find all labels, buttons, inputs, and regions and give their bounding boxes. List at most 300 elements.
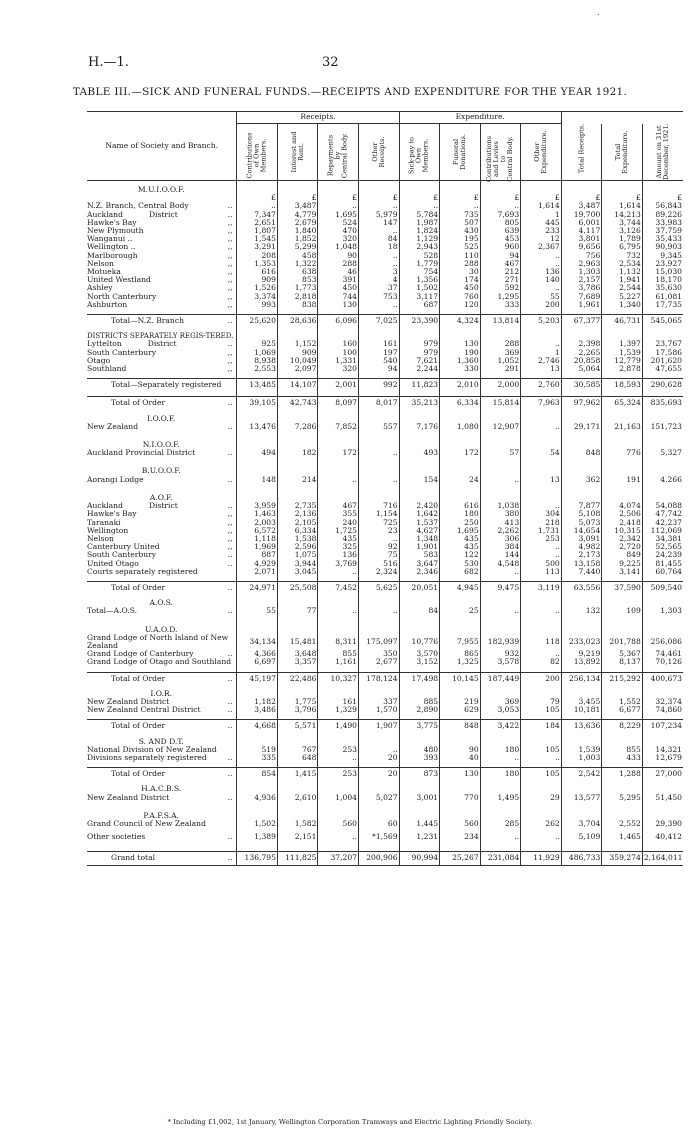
row-name: Taranaki (87, 518, 121, 527)
leader-dots: .. (227, 721, 233, 731)
cell-value: 92 (359, 543, 400, 551)
cell-value: 2,324 (359, 568, 400, 576)
table-row (87, 340, 683, 348)
cell-value: 5,073 (561, 519, 602, 527)
cell-value: 560 (318, 820, 359, 828)
cell-value: 1,348 (399, 535, 440, 543)
cell-value: 200,906 (359, 852, 400, 865)
cell-value: 854 (237, 768, 278, 781)
cell-value: 7,693 (480, 211, 521, 219)
cell-value: £ (359, 194, 400, 202)
cell-value: 215,292 (602, 672, 643, 685)
cell-value: 1,295 (480, 293, 521, 301)
cell-value: 55 (237, 607, 278, 615)
cell-value: 435 (318, 535, 359, 543)
row-label (87, 293, 237, 301)
cell-value: 2,760 (521, 379, 562, 392)
cell-value: 33,983 (642, 219, 683, 227)
table-body (87, 181, 683, 866)
cell-value: 9,345 (642, 252, 683, 260)
cell-value: 30,585 (561, 379, 602, 392)
cell-value: 5,367 (602, 650, 643, 658)
leader-dots: .. (227, 449, 233, 458)
cell-value: 54 (521, 449, 562, 457)
column-header (318, 124, 359, 181)
cell-value: 304 (521, 510, 562, 518)
cell-value: 180 (440, 510, 481, 518)
column-header-label: Contributions of Own Members. (245, 132, 268, 179)
cell-value: 288 (480, 340, 521, 348)
row-label (87, 607, 237, 615)
cell-value: 1,614 (602, 202, 643, 210)
cell-value: 1,231 (399, 833, 440, 841)
table-row (87, 301, 683, 309)
column-header-label: Total Receipts. (577, 123, 586, 174)
cell-value: £ (561, 194, 602, 202)
cell-value: 1,353 (237, 260, 278, 268)
leader-dots: .. (227, 475, 233, 484)
cell-value: 1 (521, 211, 562, 219)
cell-value: 11,823 (399, 379, 440, 392)
cell-value: 2,001 (318, 379, 359, 392)
cell-value: 2,262 (480, 527, 521, 535)
cell-value: 74,461 (642, 650, 683, 658)
cell-value: 1,325 (440, 658, 481, 666)
cell-value: *1,569 (359, 833, 400, 841)
cell-value: 197 (359, 349, 400, 357)
cell-value: 40 (440, 754, 481, 762)
cell-value: 61,081 (642, 293, 683, 301)
cell-value: 3,704 (561, 820, 602, 828)
cell-value: 9,219 (561, 650, 602, 658)
row-label (87, 227, 237, 235)
cell-value: 81,455 (642, 560, 683, 568)
row-label (87, 650, 237, 658)
cell-value: 47,655 (642, 365, 683, 373)
leader-dots: ,, (227, 259, 233, 268)
cell-value: 2,010 (440, 379, 481, 392)
cell-value: 3,570 (399, 650, 440, 658)
cell-value: 148 (237, 476, 278, 484)
footnote: * Including £1,002, 1st January, Wellington Corporation Tramways and Electric Lighting Friendly Society. (167, 1118, 533, 1126)
receipts-group-header: Receipts. (237, 112, 399, 124)
row-label (87, 397, 237, 410)
column-header (359, 124, 400, 181)
cell-value: 805 (480, 219, 521, 227)
cell-value: 592 (480, 284, 521, 292)
expenditure-group-header: Expenditure. (399, 112, 561, 124)
table-row (87, 794, 683, 802)
row-label (87, 340, 237, 348)
cell-value: 1,570 (359, 706, 400, 714)
cell-value: 445 (521, 219, 562, 227)
cell-value: 413 (480, 519, 521, 527)
cell-value: 208 (237, 252, 278, 260)
table-row (87, 820, 683, 828)
cell-value: 525 (440, 243, 481, 251)
cell-value: 109 (602, 607, 643, 615)
cell-value: 112,069 (642, 527, 683, 535)
cell-value: 1,642 (399, 510, 440, 518)
cell-value: 3,769 (318, 560, 359, 568)
table-row (87, 698, 683, 706)
row-name: Total—Separately registered (111, 380, 222, 390)
cell-value: 1,526 (237, 284, 278, 292)
cell-value: 3,091 (561, 535, 602, 543)
cell-value: .. (359, 476, 400, 484)
cell-value: 178,124 (359, 672, 400, 685)
table-row (87, 365, 683, 373)
speck: . (597, 8, 600, 17)
cell-value: 5,227 (602, 293, 643, 301)
cell-value: 200 (521, 301, 562, 309)
row-label (87, 235, 237, 243)
cell-value: 113 (521, 568, 562, 576)
cell-value: 271 (480, 276, 521, 284)
cell-value: 2,679 (277, 219, 318, 227)
cell-value: 35,433 (642, 235, 683, 243)
cell-value: 3,801 (561, 235, 602, 243)
cell-value: 5,109 (561, 833, 602, 841)
table-row (87, 202, 683, 210)
cell-value: 6,795 (602, 243, 643, 251)
cell-value: 8,938 (237, 357, 278, 365)
section-heading: P.A.F.S.A. (143, 811, 180, 820)
cell-value: .. (359, 301, 400, 309)
cell-value: 161 (359, 340, 400, 348)
row-name: North Canterbury (87, 292, 157, 301)
cell-value: 767 (277, 746, 318, 754)
row-name: Grand Lodge of North Island of New Zealand (87, 633, 229, 650)
cell-value: 5,625 (359, 581, 400, 594)
column-header (277, 124, 318, 181)
cell-value: 1,445 (399, 820, 440, 828)
cell-value: £ (277, 194, 318, 202)
cell-value: 1,961 (561, 301, 602, 309)
cell-value: 6,334 (277, 527, 318, 535)
leader-dots: .. (227, 607, 233, 616)
cell-value: 14,654 (561, 527, 602, 535)
cell-value: 1,545 (237, 235, 278, 243)
cell-value: .. (521, 607, 562, 615)
cell-value: 1,052 (480, 357, 521, 365)
row-qualifier: District (148, 210, 178, 219)
cell-value: 2,157 (561, 276, 602, 284)
row-name: Grand Council of New Zealand (87, 819, 206, 828)
cell-value: 3,786 (561, 284, 602, 292)
cell-value: 13,636 (561, 720, 602, 733)
section-heading-row (87, 332, 683, 340)
cell-value: 887 (237, 551, 278, 559)
cell-value: 979 (399, 340, 440, 348)
total-row (87, 397, 683, 410)
row-label (87, 357, 237, 365)
row-name: Lyttelton (87, 340, 122, 349)
cell-value: 909 (237, 276, 278, 284)
cell-value: 1,397 (602, 340, 643, 348)
cell-value: 13,485 (237, 379, 278, 392)
cell-value: 3,744 (602, 219, 643, 227)
row-label (87, 754, 237, 762)
cell-value: .. (480, 754, 521, 762)
row-name: South Canterbury (87, 551, 157, 560)
cell-value: 2,003 (237, 519, 278, 527)
cell-value: .. (359, 252, 400, 260)
row-name: Wanganui .. (87, 235, 133, 244)
cell-value: 1,901 (399, 543, 440, 551)
cell-value: 3,455 (561, 698, 602, 706)
cell-value: 6,096 (318, 315, 359, 328)
row-label (87, 551, 237, 559)
cell-value: 3,053 (480, 706, 521, 714)
row-label (87, 276, 237, 284)
cell-value: 13,577 (561, 794, 602, 802)
cell-value: 4,117 (561, 227, 602, 235)
cell-value: 4,982 (561, 543, 602, 551)
cell-value: 34,134 (237, 634, 278, 650)
cell-value: 1,779 (399, 260, 440, 268)
cell-value: 67,377 (561, 315, 602, 328)
cell-value: 233 (521, 227, 562, 235)
cell-value: 433 (602, 754, 643, 762)
leader-dots: .. (227, 202, 233, 211)
cell-value: 120 (440, 301, 481, 309)
cell-value: 6,697 (237, 658, 278, 666)
cell-value: 3,775 (399, 720, 440, 733)
cell-value: 94 (480, 252, 521, 260)
row-label (87, 315, 237, 328)
cell-value: 219 (440, 698, 481, 706)
table-row (87, 746, 683, 754)
cell-value: 2,542 (561, 768, 602, 781)
cell-value: 65,324 (602, 397, 643, 410)
table-row (87, 423, 683, 431)
row-name: Total—N.Z. Branch (111, 316, 184, 326)
cell-value: 7,286 (277, 423, 318, 431)
cell-value: 256,134 (561, 672, 602, 685)
cell-value: 180 (480, 768, 521, 781)
cell-value: £ (521, 194, 562, 202)
table-row (87, 754, 683, 762)
cell-value: 1,773 (277, 284, 318, 292)
cell-value: 2,173 (561, 551, 602, 559)
cell-value: 1,080 (440, 423, 481, 431)
row-name: Auckland Provincial District (87, 449, 196, 458)
cell-value: 9,475 (480, 581, 521, 594)
cell-value: 14,321 (642, 746, 683, 754)
cell-value: .. (237, 202, 278, 210)
cell-value: .. (521, 650, 562, 658)
leader-dots: .. (227, 833, 233, 842)
row-label (87, 658, 237, 666)
cell-value: 14,107 (277, 379, 318, 392)
cell-value: 1,356 (399, 276, 440, 284)
cell-value: 4,936 (237, 794, 278, 802)
cell-value: 1,003 (561, 754, 602, 762)
leader-dots: .. (227, 673, 233, 683)
cell-value: .. (521, 502, 562, 510)
cell-value: 9,656 (561, 243, 602, 251)
cell-value: .. (480, 568, 521, 576)
cell-value: 1,075 (277, 551, 318, 559)
cell-value: 1,725 (318, 527, 359, 535)
cell-value: 1,731 (521, 527, 562, 535)
cell-value: 853 (277, 276, 318, 284)
cell-value: 453 (480, 235, 521, 243)
cell-value: 1,614 (521, 202, 562, 210)
section-heading-row (87, 738, 683, 746)
cell-value: 25 (440, 607, 481, 615)
cell-value: 118 (521, 634, 562, 650)
row-label (87, 672, 237, 685)
cell-value: 732 (602, 252, 643, 260)
cell-value: 369 (480, 698, 521, 706)
cell-value: .. (318, 607, 359, 615)
cell-value: 12 (521, 235, 562, 243)
cell-value: 160 (318, 340, 359, 348)
cell-value: .. (359, 535, 400, 543)
row-name: United Otago (87, 559, 139, 568)
cell-value: 320 (318, 235, 359, 243)
cell-value: 13,892 (561, 658, 602, 666)
cell-value: 2,552 (602, 820, 643, 828)
cell-value: 5,327 (642, 449, 683, 457)
cell-value: 4,324 (440, 315, 481, 328)
cell-value: 1,824 (399, 227, 440, 235)
total-row (87, 768, 683, 781)
leader-dots: .. (227, 551, 233, 560)
cell-value: 616 (440, 502, 481, 510)
table-row (87, 227, 683, 235)
table-row (87, 268, 683, 276)
cell-value: 94 (359, 365, 400, 373)
page-number: 32 (322, 55, 339, 70)
cell-value: 24 (440, 476, 481, 484)
total-row (87, 581, 683, 594)
leader-dots: .. (227, 502, 233, 511)
column-header (399, 124, 440, 181)
cell-value: 130 (440, 340, 481, 348)
row-name: Ashley (87, 284, 113, 293)
cell-value: 105 (521, 768, 562, 781)
leader-dots: .. (227, 753, 233, 762)
row-label (87, 211, 237, 219)
cell-value: 233,023 (561, 634, 602, 650)
cell-value: 1,048 (318, 243, 359, 251)
cell-value: 450 (440, 284, 481, 292)
section-heading: M.U.I.O.O.F. (137, 186, 185, 194)
cell-value: .. (318, 202, 359, 210)
cell-value: 12,679 (642, 754, 683, 762)
cell-value: 540 (359, 357, 400, 365)
cell-value: 4,779 (277, 211, 318, 219)
cell-value: 90,994 (399, 852, 440, 865)
cell-value: 2,963 (561, 260, 602, 268)
row-label (87, 502, 237, 510)
table-row (87, 543, 683, 551)
cell-value: 7,025 (359, 315, 400, 328)
cell-value: 3,117 (399, 293, 440, 301)
table-title: TABLE III.—SICK AND FUNERAL FUNDS.—RECEIPTS AND EXPENDITURE FOR THE YEAR 1921. (72, 86, 628, 98)
section-heading: A.O.S. (149, 599, 173, 608)
cell-value: 29 (521, 794, 562, 802)
cell-value: 3,647 (399, 560, 440, 568)
cell-value: 4,366 (237, 650, 278, 658)
cell-value: 430 (440, 227, 481, 235)
row-label (87, 519, 237, 527)
section-heading-row (87, 626, 683, 634)
section-heading: I.O.O.F. (147, 414, 176, 423)
cell-value: 29,390 (642, 820, 683, 828)
cell-value: 74,860 (642, 706, 683, 714)
leader-dots: .. (227, 340, 233, 349)
cell-value: 1,775 (277, 698, 318, 706)
cell-value: 253 (318, 768, 359, 781)
cell-value: 4,074 (602, 502, 643, 510)
cell-value: 154 (399, 476, 440, 484)
cell-value: 1,340 (602, 301, 643, 309)
cell-value: 355 (318, 510, 359, 518)
cell-value: 350 (359, 650, 400, 658)
column-header (521, 124, 562, 181)
row-name: Aorangi Lodge (87, 475, 144, 484)
cell-value: 467 (318, 502, 359, 510)
cell-value: 5,979 (359, 211, 400, 219)
row-label (87, 510, 237, 518)
cell-value: 20 (359, 754, 400, 762)
cell-value: 7,440 (561, 568, 602, 576)
cell-value: 7,955 (440, 634, 481, 650)
row-label (87, 527, 237, 535)
cell-value: 682 (440, 568, 481, 576)
cell-value: 1,004 (318, 794, 359, 802)
cell-value: 27,000 (642, 768, 683, 781)
cell-value: 885 (399, 698, 440, 706)
cell-value: 253 (318, 746, 359, 754)
cell-value: 320 (318, 365, 359, 373)
cell-value: 14,213 (602, 211, 643, 219)
cell-value: 494 (237, 449, 278, 457)
table-row (87, 260, 683, 268)
row-label (87, 476, 237, 484)
cell-value: 3,422 (480, 720, 521, 733)
row-name: Nelson (87, 259, 114, 268)
cell-value: 2,071 (237, 568, 278, 576)
cell-value: 4,945 (440, 581, 481, 594)
row-name: Marlborough (87, 251, 138, 260)
cell-value: 1,539 (602, 349, 643, 357)
cell-value: 20,051 (399, 581, 440, 594)
column-header-label: Interest and Rent. (289, 131, 305, 173)
cell-value: 1,852 (277, 235, 318, 243)
cell-value: 5,108 (561, 510, 602, 518)
row-label (87, 794, 237, 802)
leader-dots: .. (227, 697, 233, 706)
cell-value: 3,959 (237, 502, 278, 510)
row-label (87, 365, 237, 373)
row-name: Grand Lodge of Otago and Southland (87, 658, 232, 667)
row-name: Courts separately registered (87, 567, 198, 576)
cell-value: 75 (359, 551, 400, 559)
cell-value: 184 (521, 720, 562, 733)
leader-dots: ,, (227, 276, 233, 285)
cell-value: 848 (440, 720, 481, 733)
cell-value: 1,182 (237, 698, 278, 706)
cell-value: 1,069 (237, 349, 278, 357)
table-row (87, 502, 683, 510)
cell-value: 855 (602, 746, 643, 754)
row-name: Total of Order (111, 673, 166, 683)
